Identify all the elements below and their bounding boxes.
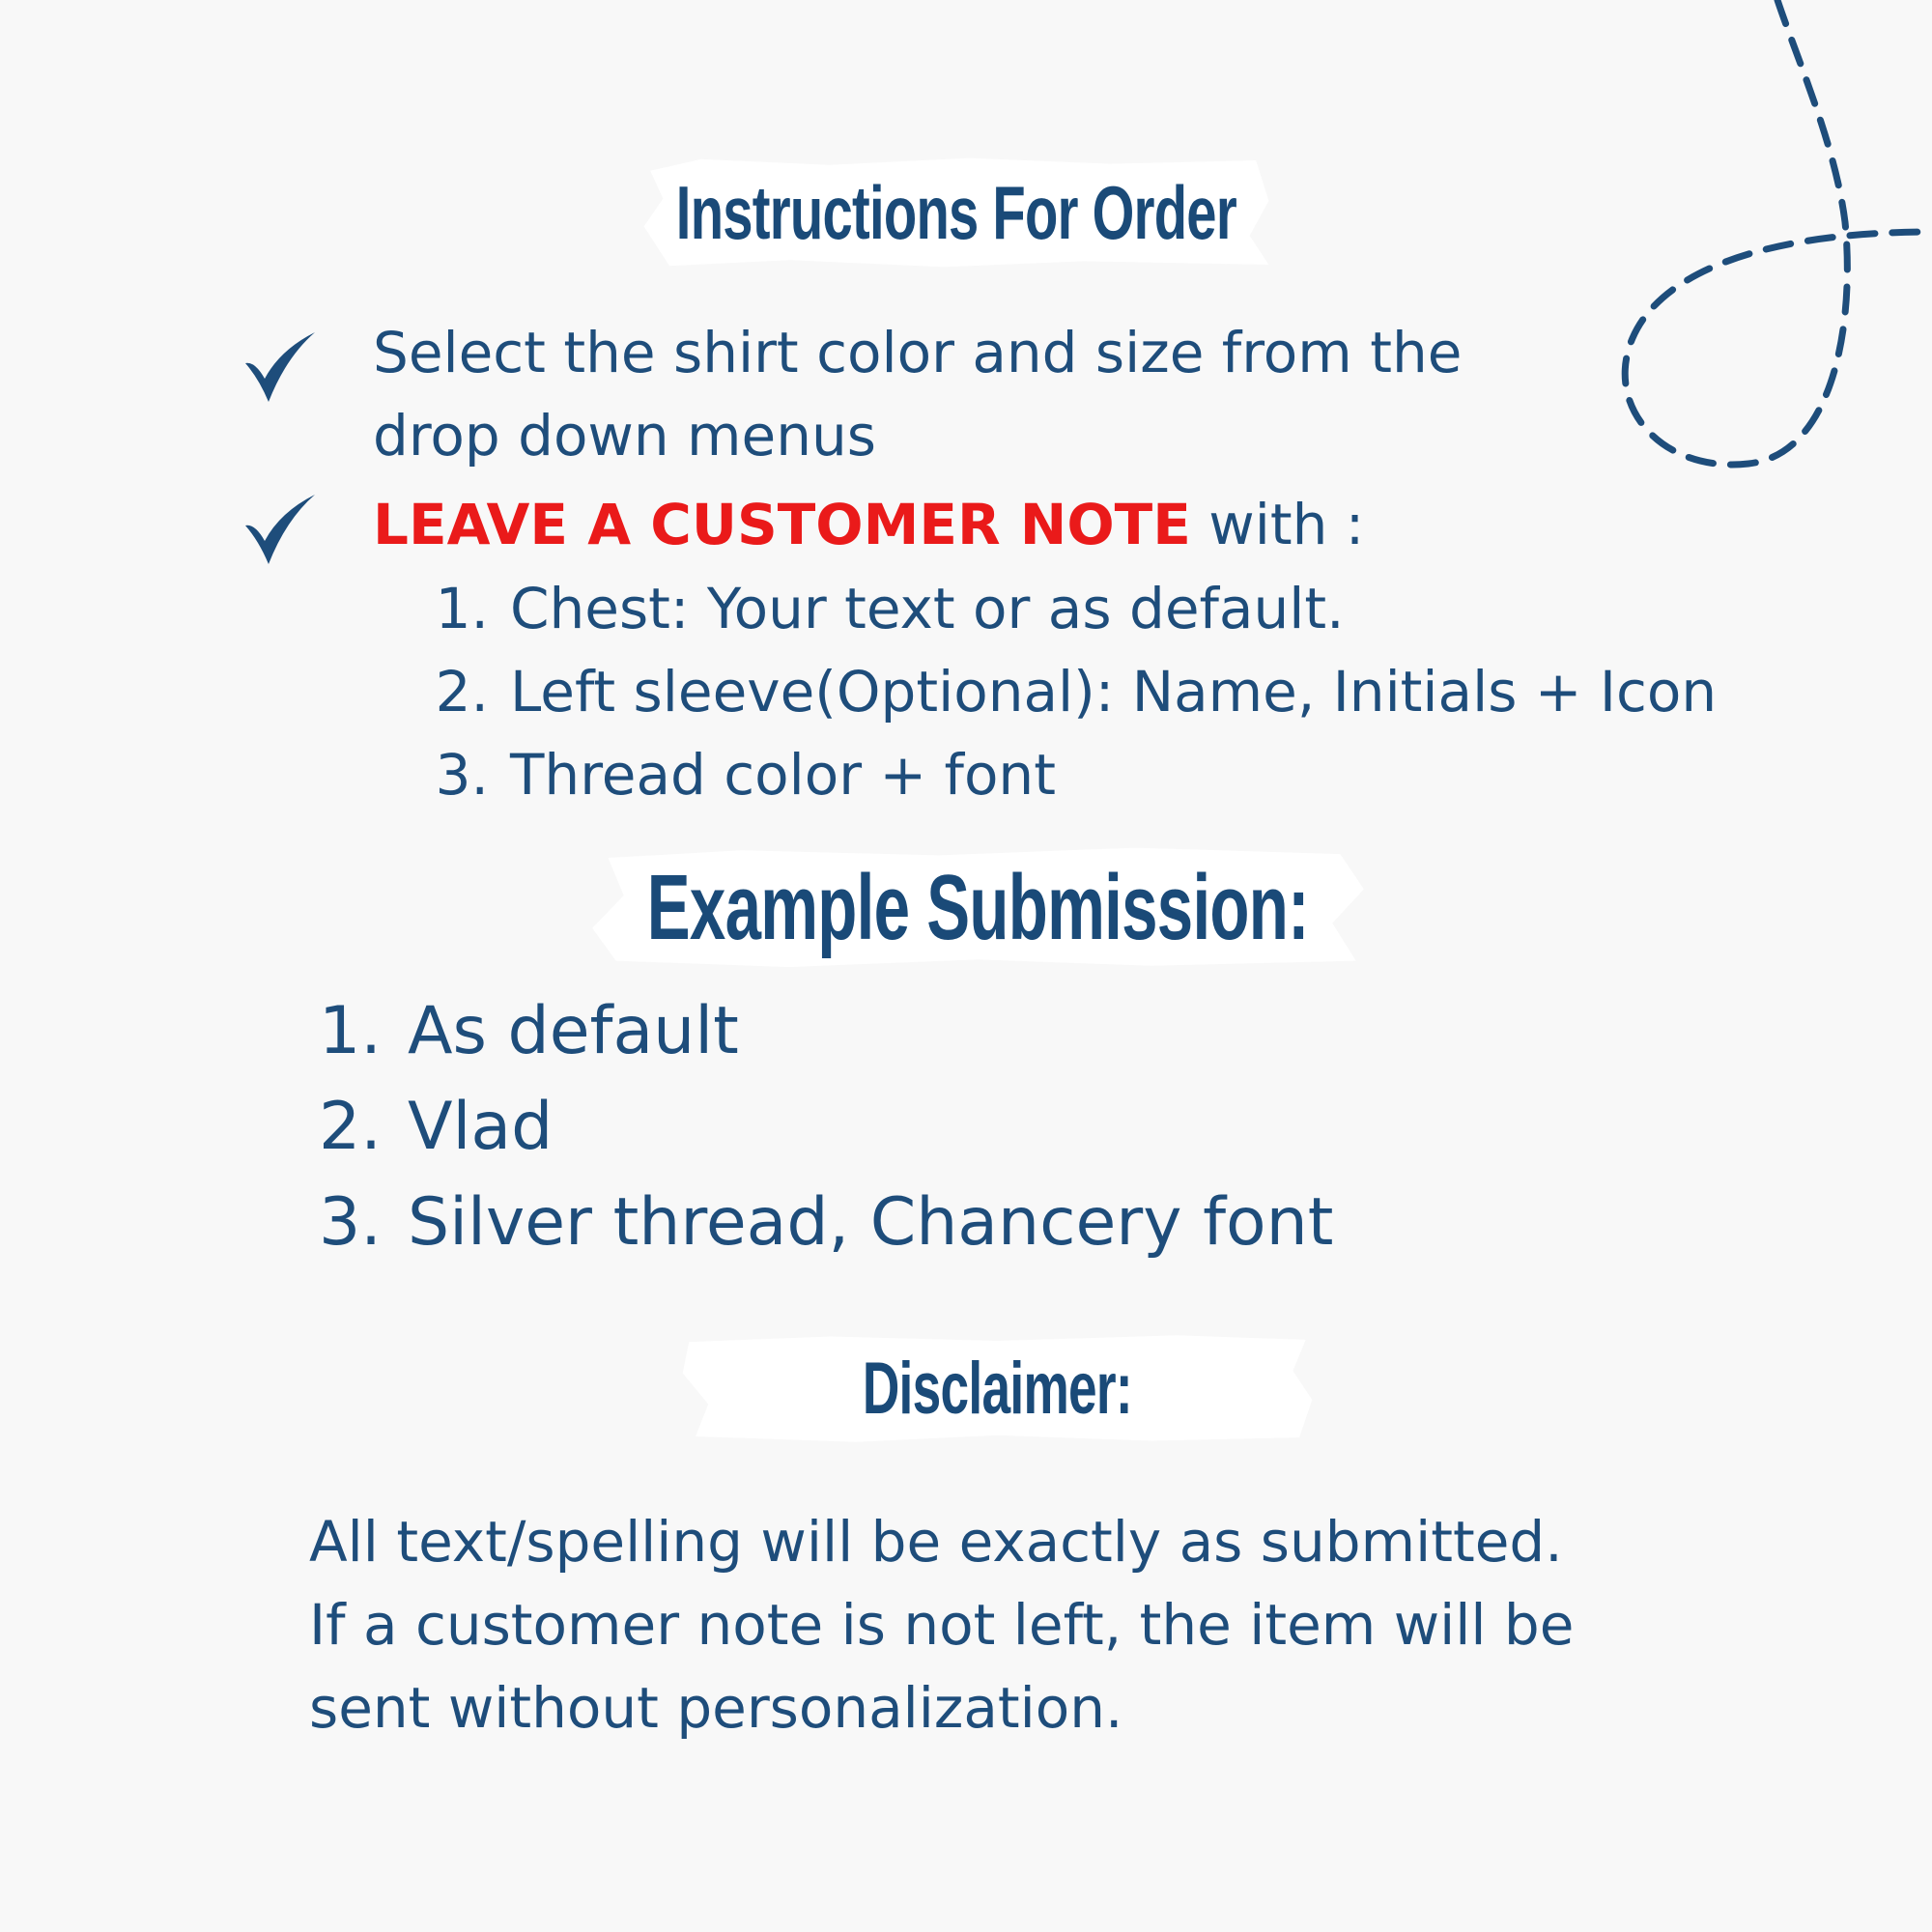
customer-note-highlight: LEAVE A CUSTOMER NOTE [373, 492, 1191, 557]
customer-note-suffix: with : [1190, 492, 1365, 557]
list-number: 3. [319, 1184, 382, 1261]
list-item [406, 650, 1717, 733]
instructions-title: Instructions For Order [675, 169, 1237, 255]
list-text: As default [408, 993, 739, 1069]
list-number: 2. [319, 1089, 382, 1165]
list-number: 3. [435, 742, 489, 808]
disclaimer-title: Disclaimer: [862, 1348, 1133, 1430]
list-item [406, 733, 1717, 816]
instruction-step-line: drop down menus [373, 403, 876, 469]
list-item [319, 983, 1333, 1079]
disclaimer-line: If a customer note is not left, the item will be [309, 1592, 1575, 1658]
list-number: 2. [435, 659, 489, 724]
list-text: Left sleeve(Optional): Name, Initials + Icon [510, 659, 1718, 724]
disclaimer-body [309, 1500, 1574, 1749]
list-text: Vlad [408, 1089, 554, 1165]
checkmark-icon [242, 491, 319, 568]
instruction-step-line: Select the shirt color and size from the [373, 320, 1463, 385]
note-fields-list [406, 567, 1717, 816]
checkmark-icon [242, 328, 319, 406]
disclaimer-heading [676, 1333, 1319, 1444]
instructions-heading [638, 155, 1275, 270]
list-item [319, 1175, 1333, 1270]
instruction-step-note [242, 483, 1364, 568]
list-item [319, 1079, 1333, 1175]
instruction-step-select [242, 311, 1462, 477]
dashed-swirl-decoration [1604, 0, 1932, 483]
disclaimer-line: sent without personalization. [309, 1675, 1123, 1741]
list-text: Thread color + font [510, 742, 1056, 808]
example-title: Example Submission: [646, 856, 1310, 959]
disclaimer-line: All text/spelling will be exactly as submitted. [309, 1509, 1563, 1575]
list-text: Silver thread, Chancery font [408, 1184, 1334, 1261]
list-number: 1. [435, 576, 489, 641]
example-list [319, 983, 1333, 1270]
list-text: Chest: Your text or as default. [510, 576, 1345, 641]
list-number: 1. [319, 993, 382, 1069]
list-item [406, 567, 1717, 650]
example-heading [584, 845, 1372, 971]
